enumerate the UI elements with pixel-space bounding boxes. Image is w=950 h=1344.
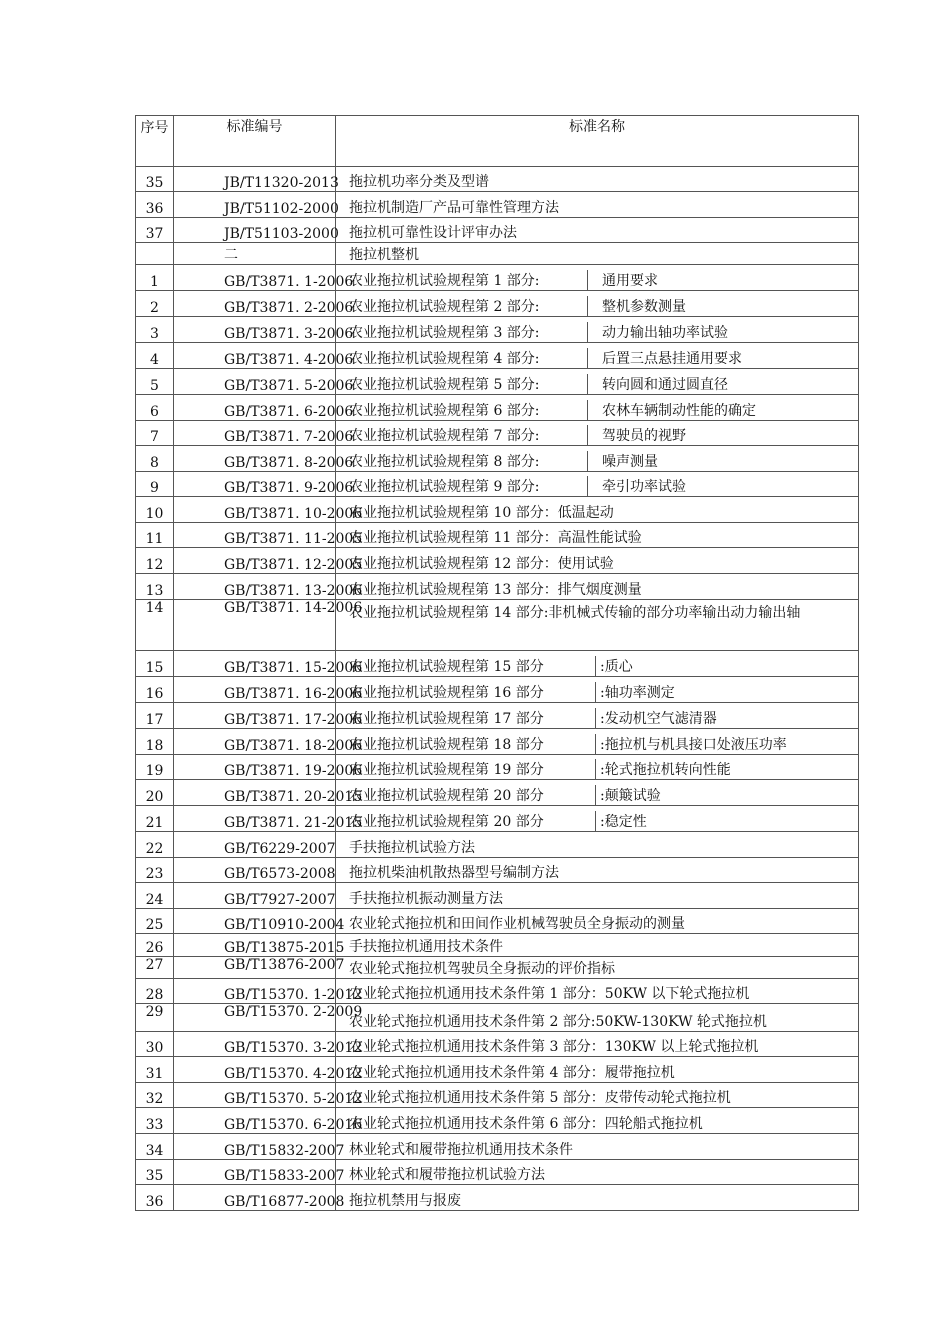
row-no: 30 bbox=[136, 1032, 174, 1057]
table-row bbox=[136, 755, 859, 780]
row-no: 26 bbox=[136, 934, 174, 957]
row-no: 35 bbox=[136, 167, 174, 192]
row-no: 14 bbox=[136, 600, 174, 651]
row-name: 拖拉机可靠性设计评审办法 bbox=[336, 218, 859, 243]
row-name: 拖拉机禁用与报废 bbox=[336, 1185, 859, 1211]
row-code: GB/T15370. 3-2012 bbox=[174, 1032, 336, 1057]
table-row bbox=[136, 729, 859, 755]
row-code: GB/T3871. 3-2006 bbox=[174, 317, 336, 343]
row-no: 8 bbox=[136, 446, 174, 472]
row-name bbox=[336, 472, 859, 497]
table-header-row bbox=[136, 116, 859, 167]
row-name: 农业轮式拖拉机通用技术条件第 3 部分：130KW 以上轮式拖拉机 bbox=[336, 1032, 859, 1057]
name-prefix: 农业拖拉机试验规程第 7 部分: bbox=[349, 428, 540, 444]
row-name: 拖拉机整机 bbox=[336, 243, 859, 265]
table-row bbox=[136, 1057, 859, 1083]
table-row bbox=[136, 979, 859, 1004]
name-prefix: 农业拖拉机试验规程第 6 部分: bbox=[349, 403, 540, 419]
row-name bbox=[336, 651, 859, 677]
table-row bbox=[136, 369, 859, 395]
name-prefix: 农业拖拉机试验规程第 16 部分 bbox=[349, 685, 544, 701]
row-code: GB/T3871. 8-2006 bbox=[174, 446, 336, 472]
row-name bbox=[336, 446, 859, 472]
row-name: 农业轮式拖拉机通用技术条件第 4 部分：履带拖拉机 bbox=[336, 1057, 859, 1083]
row-code: GB/T3871. 2-2006 bbox=[174, 291, 336, 317]
row-code: GB/T15370. 5-2012 bbox=[174, 1083, 336, 1108]
name-prefix: 农业拖拉机试验规程第 20 部分 bbox=[349, 814, 544, 830]
table-row bbox=[136, 1032, 859, 1057]
row-name: 农业轮式拖拉机通用技术条件第 1 部分：50KW 以下轮式拖拉机 bbox=[336, 979, 859, 1004]
table-row bbox=[136, 421, 859, 446]
row-no: 22 bbox=[136, 832, 174, 858]
row-code: GB/T15832-2007 bbox=[174, 1134, 336, 1160]
row-code: GB/T15370. 1-2012 bbox=[174, 979, 336, 1004]
row-code: GB/T3871. 4-2006 bbox=[174, 343, 336, 369]
row-name: 农业拖拉机试验规程第 11 部分：高温性能试验 bbox=[336, 523, 859, 548]
row-code: GB/T15370. 4-2012 bbox=[174, 1057, 336, 1083]
table-row bbox=[136, 1004, 859, 1032]
row-code: GB/T7927-2007 bbox=[174, 883, 336, 909]
row-no: 31 bbox=[136, 1057, 174, 1083]
table-row bbox=[136, 600, 859, 651]
row-code: GB/T3871. 19-2006 bbox=[174, 755, 336, 780]
table-row bbox=[136, 651, 859, 677]
row-name: 手扶拖拉机振动测量方法 bbox=[336, 883, 859, 909]
row-code: GB/T3871. 10-2006 bbox=[174, 497, 336, 523]
row-name: 林业轮式和履带拖拉机通用技术条件 bbox=[336, 1134, 859, 1160]
row-code: GB/T6573-2008 bbox=[174, 858, 336, 883]
name-prefix: 农业拖拉机试验规程第 18 部分 bbox=[349, 737, 544, 753]
name-prefix: 农业拖拉机试验规程第 4 部分: bbox=[349, 351, 540, 367]
table-row bbox=[136, 497, 859, 523]
row-no: 33 bbox=[136, 1108, 174, 1134]
name-suffix: :颠簸试验 bbox=[595, 785, 858, 805]
table-row bbox=[136, 218, 859, 243]
row-code: GB/T15370. 6-2016 bbox=[174, 1108, 336, 1134]
row-no: 36 bbox=[136, 192, 174, 218]
table-row bbox=[136, 806, 859, 832]
row-name bbox=[336, 343, 859, 369]
row-code: GB/T3871. 6-2006 bbox=[174, 395, 336, 421]
row-no: 17 bbox=[136, 703, 174, 729]
table-row bbox=[136, 523, 859, 548]
row-code: GB/T13876-2007 bbox=[174, 957, 336, 979]
row-code: GB/T3871. 12-2005 bbox=[174, 548, 336, 574]
row-no: 34 bbox=[136, 1134, 174, 1160]
row-no bbox=[136, 243, 174, 265]
table-row bbox=[136, 548, 859, 574]
header-name: 标准名称 bbox=[336, 116, 859, 167]
row-code: GB/T10910-2004 bbox=[174, 909, 336, 934]
table-row bbox=[136, 574, 859, 600]
table-row bbox=[136, 343, 859, 369]
header-no: 序号 bbox=[136, 116, 174, 167]
row-name bbox=[336, 291, 859, 317]
name-suffix: 噪声测量 bbox=[587, 451, 858, 471]
row-code: JB/T51103-2000 bbox=[174, 218, 336, 243]
row-name: 农业轮式拖拉机通用技术条件第 2 部分:50KW-130KW 轮式拖拉机 bbox=[336, 1004, 859, 1032]
row-code: GB/T13875-2015 bbox=[174, 934, 336, 957]
row-name: 拖拉机柴油机散热器型号编制方法 bbox=[336, 858, 859, 883]
row-name: 手扶拖拉机试验方法 bbox=[336, 832, 859, 858]
table-row bbox=[136, 291, 859, 317]
table-row bbox=[136, 243, 859, 265]
row-no: 2 bbox=[136, 291, 174, 317]
table-row bbox=[136, 858, 859, 883]
row-code: JB/T11320-2013 bbox=[174, 167, 336, 192]
table-row bbox=[136, 703, 859, 729]
row-name bbox=[336, 265, 859, 291]
row-no: 23 bbox=[136, 858, 174, 883]
table-row bbox=[136, 934, 859, 957]
table-row bbox=[136, 909, 859, 934]
table-row bbox=[136, 167, 859, 192]
row-no: 3 bbox=[136, 317, 174, 343]
row-code: GB/T3871. 5-2006 bbox=[174, 369, 336, 395]
row-no: 37 bbox=[136, 218, 174, 243]
table-row bbox=[136, 1083, 859, 1108]
header-code: 标准编号 bbox=[174, 116, 336, 167]
table-row bbox=[136, 832, 859, 858]
row-no: 25 bbox=[136, 909, 174, 934]
row-code: GB/T3871. 15-2006 bbox=[174, 651, 336, 677]
row-no: 28 bbox=[136, 979, 174, 1004]
name-suffix: 驾驶员的视野 bbox=[587, 425, 858, 445]
row-no: 27 bbox=[136, 957, 174, 979]
table-row bbox=[136, 265, 859, 291]
row-name: 农业轮式拖拉机驾驶员全身振动的评价指标 bbox=[336, 957, 859, 979]
table-row bbox=[136, 1185, 859, 1211]
row-no: 11 bbox=[136, 523, 174, 548]
name-prefix: 农业拖拉机试验规程第 2 部分: bbox=[349, 299, 540, 315]
row-code: JB/T51102-2000 bbox=[174, 192, 336, 218]
row-code: GB/T3871. 21-2015 bbox=[174, 806, 336, 832]
row-name bbox=[336, 755, 859, 780]
table-row bbox=[136, 395, 859, 421]
row-name: 农业轮式拖拉机和田间作业机械驾驶员全身振动的测量 bbox=[336, 909, 859, 934]
row-name: 农业拖拉机试验规程第 12 部分：使用试验 bbox=[336, 548, 859, 574]
name-suffix: 通用要求 bbox=[587, 270, 858, 290]
row-name bbox=[336, 369, 859, 395]
row-no: 12 bbox=[136, 548, 174, 574]
row-no: 5 bbox=[136, 369, 174, 395]
row-name: 农业拖拉机试验规程第 10 部分：低温起动 bbox=[336, 497, 859, 523]
row-code: GB/T3871. 14-2006 bbox=[174, 600, 336, 651]
table-row bbox=[136, 1108, 859, 1134]
row-name: 农业拖拉机试验规程第 13 部分：排气烟度测量 bbox=[336, 574, 859, 600]
row-no: 24 bbox=[136, 883, 174, 909]
row-no: 20 bbox=[136, 780, 174, 806]
name-prefix: 农业拖拉机试验规程第 9 部分: bbox=[349, 479, 540, 495]
row-no: 1 bbox=[136, 265, 174, 291]
row-name bbox=[336, 806, 859, 832]
name-suffix: 转向圆和通过圆直径 bbox=[587, 374, 858, 394]
table-row bbox=[136, 472, 859, 497]
row-code: GB/T3871. 16-2006 bbox=[174, 677, 336, 703]
row-no: 19 bbox=[136, 755, 174, 780]
row-name bbox=[336, 317, 859, 343]
name-prefix: 农业拖拉机试验规程第 3 部分: bbox=[349, 325, 540, 341]
name-prefix: 农业拖拉机试验规程第 15 部分 bbox=[349, 659, 544, 675]
name-suffix: :轴功率测定 bbox=[595, 682, 858, 702]
name-suffix: :拖拉机与机具接口处液压功率 bbox=[595, 734, 858, 754]
row-name bbox=[336, 780, 859, 806]
name-suffix: 动力输出轴功率试验 bbox=[587, 322, 858, 342]
name-suffix: 农林车辆制动性能的确定 bbox=[587, 400, 858, 420]
table-row bbox=[136, 317, 859, 343]
row-code: GB/T3871. 13-2006 bbox=[174, 574, 336, 600]
name-prefix: 农业拖拉机试验规程第 5 部分: bbox=[349, 377, 540, 393]
row-code: GB/T3871. 18-2006 bbox=[174, 729, 336, 755]
row-name bbox=[336, 703, 859, 729]
name-prefix: 农业拖拉机试验规程第 20 部分 bbox=[349, 788, 544, 804]
name-prefix: 农业拖拉机试验规程第 8 部分: bbox=[349, 454, 540, 470]
row-no: 15 bbox=[136, 651, 174, 677]
row-name bbox=[336, 677, 859, 703]
row-name: 农业轮式拖拉机通用技术条件第 5 部分：皮带传动轮式拖拉机 bbox=[336, 1083, 859, 1108]
name-prefix: 农业拖拉机试验规程第 19 部分 bbox=[349, 762, 544, 778]
row-name: 手扶拖拉机通用技术条件 bbox=[336, 934, 859, 957]
row-no: 10 bbox=[136, 497, 174, 523]
row-no: 9 bbox=[136, 472, 174, 497]
row-code: GB/T16877-2008 bbox=[174, 1185, 336, 1211]
row-no: 7 bbox=[136, 421, 174, 446]
row-no: 32 bbox=[136, 1083, 174, 1108]
name-suffix: :质心 bbox=[595, 656, 858, 676]
table-row bbox=[136, 1134, 859, 1160]
table-row bbox=[136, 1160, 859, 1185]
row-code: GB/T3871. 1-2006 bbox=[174, 265, 336, 291]
row-no: 13 bbox=[136, 574, 174, 600]
row-no: 21 bbox=[136, 806, 174, 832]
row-no: 4 bbox=[136, 343, 174, 369]
row-no: 18 bbox=[136, 729, 174, 755]
row-code: GB/T15833-2007 bbox=[174, 1160, 336, 1185]
name-prefix: 农业拖拉机试验规程第 17 部分 bbox=[349, 711, 544, 727]
name-suffix: :轮式拖拉机转向性能 bbox=[595, 759, 858, 779]
table-row bbox=[136, 192, 859, 218]
row-name: 林业轮式和履带拖拉机试验方法 bbox=[336, 1160, 859, 1185]
row-name: 拖拉机功率分类及型谱 bbox=[336, 167, 859, 192]
name-suffix: 后置三点悬挂通用要求 bbox=[587, 348, 858, 368]
row-code: GB/T3871. 11-2005 bbox=[174, 523, 336, 548]
table-row bbox=[136, 446, 859, 472]
table-row bbox=[136, 957, 859, 979]
standards-table bbox=[135, 115, 859, 1211]
name-prefix: 农业拖拉机试验规程第 1 部分: bbox=[349, 273, 540, 289]
table-row bbox=[136, 883, 859, 909]
row-code: 二 bbox=[174, 243, 336, 265]
row-name: 农业轮式拖拉机通用技术条件第 6 部分：四轮船式拖拉机 bbox=[336, 1108, 859, 1134]
row-code: GB/T3871. 17-2006 bbox=[174, 703, 336, 729]
name-suffix: :稳定性 bbox=[595, 811, 858, 831]
row-name: 农业拖拉机试验规程第 14 部分:非机械式传输的部分功率输出动力输出轴 bbox=[336, 600, 859, 651]
row-code: GB/T3871. 9-2006 bbox=[174, 472, 336, 497]
name-suffix: 整机参数测量 bbox=[587, 296, 858, 316]
row-name bbox=[336, 421, 859, 446]
name-suffix: :发动机空气滤清器 bbox=[595, 708, 858, 728]
row-code: GB/T3871. 20-2015 bbox=[174, 780, 336, 806]
row-no: 6 bbox=[136, 395, 174, 421]
row-name: 拖拉机制造厂产品可靠性管理方法 bbox=[336, 192, 859, 218]
table-row bbox=[136, 780, 859, 806]
row-name bbox=[336, 395, 859, 421]
table-row bbox=[136, 677, 859, 703]
row-code: GB/T6229-2007 bbox=[174, 832, 336, 858]
row-no: 29 bbox=[136, 1004, 174, 1032]
name-suffix: 牵引功率试验 bbox=[587, 476, 858, 496]
row-code: GB/T15370. 2-2009 bbox=[174, 1004, 336, 1032]
row-no: 16 bbox=[136, 677, 174, 703]
row-name bbox=[336, 729, 859, 755]
row-code: GB/T3871. 7-2006 bbox=[174, 421, 336, 446]
row-no: 35 bbox=[136, 1160, 174, 1185]
row-no: 36 bbox=[136, 1185, 174, 1211]
